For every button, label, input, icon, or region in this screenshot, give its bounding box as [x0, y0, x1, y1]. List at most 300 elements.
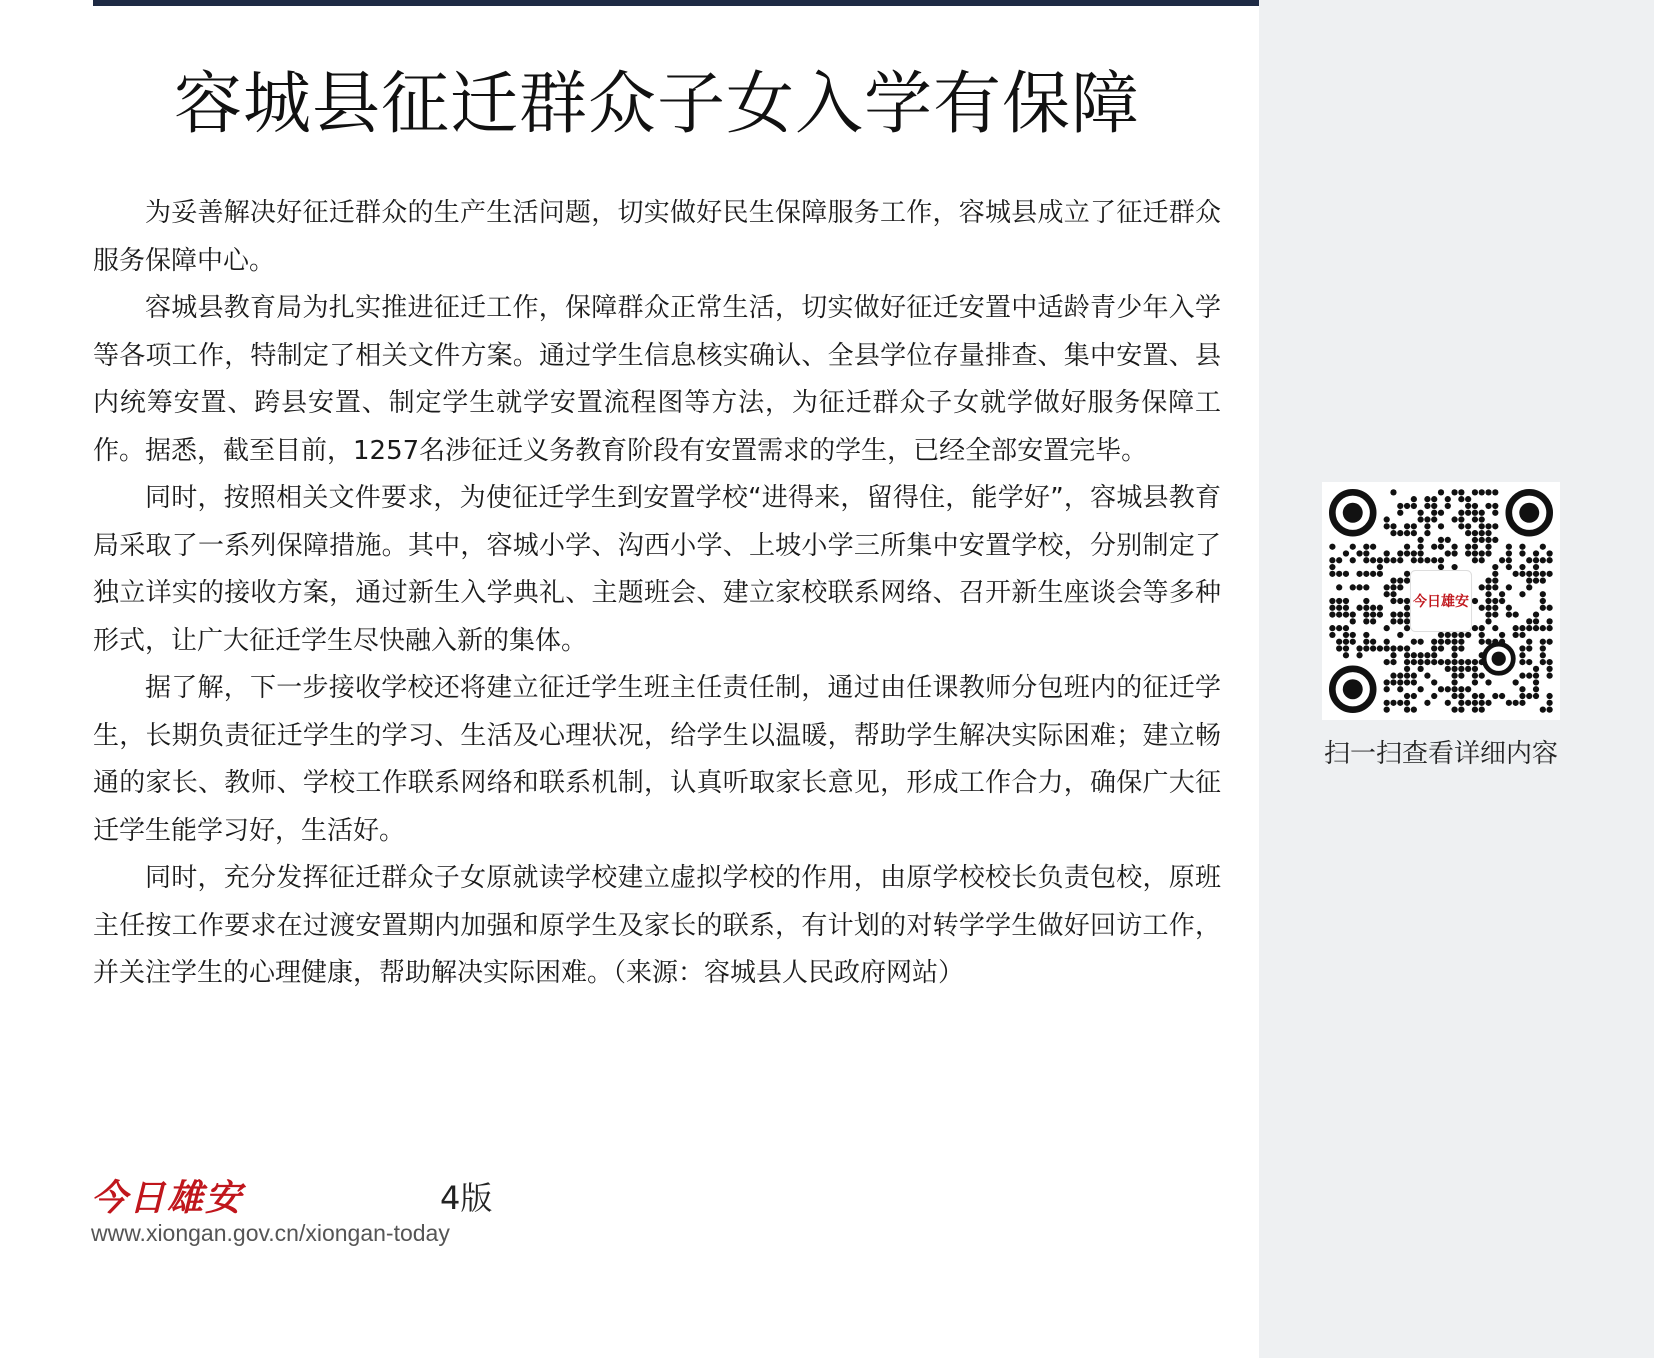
qr-module: [1465, 700, 1471, 706]
qr-module: [1336, 557, 1342, 563]
qr-module: [1479, 632, 1485, 638]
qr-module: [1519, 700, 1525, 706]
qr-module: [1458, 673, 1464, 679]
qr-module: [1485, 530, 1491, 536]
qr-module: [1465, 530, 1471, 536]
qr-module: [1404, 578, 1410, 584]
qr-module: [1519, 645, 1525, 651]
qr-module: [1411, 503, 1417, 509]
qr-module: [1533, 564, 1539, 570]
qr-module: [1465, 510, 1471, 516]
qr-module: [1384, 584, 1390, 590]
qr-module: [1411, 530, 1417, 536]
qr-module: [1404, 652, 1410, 658]
qr-module: [1485, 598, 1491, 604]
edition-label: 4版: [440, 1179, 493, 1217]
qr-module: [1431, 679, 1437, 685]
qr-module: [1451, 686, 1457, 692]
qr-module: [1418, 659, 1424, 665]
qr-module: [1404, 706, 1410, 712]
qr-module: [1384, 679, 1390, 685]
article-paragraph: 为妥善解决好征迁群众的生产生活问题，切实做好民生保障服务工作，容城县成立了征迁群众服务保障中心。: [93, 198, 1221, 276]
qr-module: [1390, 700, 1396, 706]
qr-module: [1451, 564, 1457, 570]
qr-module: [1438, 639, 1444, 645]
qr-module: [1465, 550, 1471, 556]
qr-module: [1390, 673, 1396, 679]
qr-module: [1479, 557, 1485, 563]
qr-module: [1472, 659, 1478, 665]
qr-module: [1390, 611, 1396, 617]
qr-module: [1465, 686, 1471, 692]
qr-module: [1370, 571, 1376, 577]
qr-module: [1384, 659, 1390, 665]
qr-module: [1438, 489, 1444, 495]
qr-module: [1384, 639, 1390, 645]
qr-module: [1445, 496, 1451, 502]
qr-module: [1431, 659, 1437, 665]
qr-module: [1451, 652, 1457, 658]
qr-module: [1438, 645, 1444, 651]
qr-module: [1431, 516, 1437, 522]
qr-module: [1343, 645, 1349, 651]
qr-module: [1384, 625, 1390, 631]
qr-module: [1519, 550, 1525, 556]
qr-module: [1472, 550, 1478, 556]
qr-module: [1411, 523, 1417, 529]
qr-module: [1526, 557, 1532, 563]
qr-module: [1431, 652, 1437, 658]
qr-module: [1390, 578, 1396, 584]
qr-module: [1513, 679, 1519, 685]
article-body: [93, 190, 1221, 998]
qr-module: [1356, 605, 1362, 611]
qr-module: [1350, 639, 1356, 645]
qr-module: [1431, 693, 1437, 699]
qr-module: [1411, 652, 1417, 658]
qr-module: [1363, 584, 1369, 590]
qr-module: [1370, 645, 1376, 651]
qr-module: [1546, 625, 1552, 631]
qr-module: [1404, 571, 1410, 577]
qr-module: [1336, 639, 1342, 645]
qr-module: [1451, 632, 1457, 638]
qr-module: [1533, 693, 1539, 699]
qr-module: [1418, 686, 1424, 692]
qr-module: [1499, 632, 1505, 638]
qr-module: [1479, 516, 1485, 522]
qr-module: [1404, 611, 1410, 617]
qr-module: [1397, 673, 1403, 679]
qr-module: [1492, 584, 1498, 590]
qr-module: [1492, 571, 1498, 577]
qr-module: [1404, 550, 1410, 556]
qr-module: [1479, 537, 1485, 543]
qr-module: [1336, 584, 1342, 590]
qr-module: [1526, 673, 1532, 679]
qr-module: [1533, 686, 1539, 692]
qr-module: [1540, 578, 1546, 584]
qr-module: [1519, 659, 1525, 665]
footer-url[interactable]: www.xiongan.gov.cn/xiongan-today: [91, 1220, 450, 1246]
qr-module: [1438, 544, 1444, 550]
qr-module: [1411, 679, 1417, 685]
qr-module: [1472, 700, 1478, 706]
qr-module: [1438, 510, 1444, 516]
article-headline: 容城县征迁群众子女入学有保障: [173, 65, 1140, 144]
qr-module: [1451, 516, 1457, 522]
qr-module: [1384, 700, 1390, 706]
qr-module: [1533, 666, 1539, 672]
qr-module: [1465, 523, 1471, 529]
qr-module: [1485, 591, 1491, 597]
qr-module: [1526, 693, 1532, 699]
qr-module: [1451, 659, 1457, 665]
qr-module: [1350, 557, 1356, 563]
qr-module: [1499, 693, 1505, 699]
qr-code-icon: [1322, 482, 1560, 720]
qr-module: [1472, 510, 1478, 516]
qr-module: [1363, 550, 1369, 556]
qr-module: [1485, 605, 1491, 611]
qr-module: [1465, 659, 1471, 665]
qr-module: [1479, 530, 1485, 536]
qr-module: [1343, 598, 1349, 604]
qr-module: [1329, 571, 1335, 577]
qr-module: [1390, 645, 1396, 651]
qr-module: [1404, 700, 1410, 706]
qr-module: [1336, 645, 1342, 651]
qr-module: [1384, 686, 1390, 692]
qr-module: [1336, 611, 1342, 617]
qr-module: [1404, 605, 1410, 611]
qr-module: [1540, 639, 1546, 645]
qr-module: [1540, 706, 1546, 712]
qr-finder-top-right-dot: [1519, 503, 1539, 523]
qr-module: [1445, 550, 1451, 556]
qr-module: [1431, 645, 1437, 651]
qr-module: [1472, 503, 1478, 509]
qr-module: [1424, 659, 1430, 665]
qr-module: [1377, 571, 1383, 577]
qr-module: [1438, 537, 1444, 543]
qr-module: [1451, 679, 1457, 685]
qr-module: [1492, 489, 1498, 495]
qr-module: [1492, 693, 1498, 699]
qr-module: [1506, 544, 1512, 550]
qr-module: [1458, 510, 1464, 516]
qr-module: [1356, 645, 1362, 651]
qr-module: [1465, 544, 1471, 550]
qr-module: [1445, 659, 1451, 665]
qr-module: [1384, 557, 1390, 563]
qr-module: [1479, 639, 1485, 645]
qr-module: [1431, 510, 1437, 516]
qr-module: [1431, 496, 1437, 502]
qr-module: [1526, 584, 1532, 590]
qr-finder-bottom-left-dot: [1343, 679, 1363, 699]
qr-module: [1513, 625, 1519, 631]
qr-module: [1506, 584, 1512, 590]
qr-module: [1336, 598, 1342, 604]
qr-module: [1479, 523, 1485, 529]
qr-module: [1526, 578, 1532, 584]
qr-module: [1526, 645, 1532, 651]
qr-module: [1485, 537, 1491, 543]
qr-module: [1546, 557, 1552, 563]
qr-module: [1404, 679, 1410, 685]
qr-module: [1384, 591, 1390, 597]
qr-module: [1411, 557, 1417, 563]
qr-module: [1370, 605, 1376, 611]
qr-module: [1465, 632, 1471, 638]
qr-module: [1397, 618, 1403, 624]
qr-module: [1397, 598, 1403, 604]
qr-module: [1411, 550, 1417, 556]
qr-module: [1479, 584, 1485, 590]
qr-module: [1540, 557, 1546, 563]
qr-module: [1350, 632, 1356, 638]
qr-module: [1451, 489, 1457, 495]
qr-module: [1404, 544, 1410, 550]
qr-center-logo: 今日雄安: [1413, 594, 1469, 610]
qr-module: [1458, 489, 1464, 495]
qr-module: [1384, 645, 1390, 651]
qr-module: [1424, 523, 1430, 529]
qr-module: [1546, 639, 1552, 645]
qr-module: [1343, 639, 1349, 645]
qr-module: [1472, 673, 1478, 679]
qr-module: [1390, 659, 1396, 665]
qr-module: [1445, 503, 1451, 509]
qr-module: [1546, 605, 1552, 611]
qr-module: [1390, 489, 1396, 495]
qr-module: [1492, 564, 1498, 570]
qr-module: [1397, 530, 1403, 536]
qr-module: [1519, 632, 1525, 638]
qr-code[interactable]: [1322, 482, 1560, 720]
qr-module: [1411, 706, 1417, 712]
qr-module: [1370, 611, 1376, 617]
qr-module: [1445, 632, 1451, 638]
qr-module: [1485, 679, 1491, 685]
qr-module: [1479, 605, 1485, 611]
qr-module: [1492, 537, 1498, 543]
qr-module: [1424, 700, 1430, 706]
qr-module: [1390, 598, 1396, 604]
qr-module: [1465, 496, 1471, 502]
qr-module: [1492, 523, 1498, 529]
qr-module: [1384, 550, 1390, 556]
qr-module: [1404, 530, 1410, 536]
qr-module: [1445, 700, 1451, 706]
qr-module: [1546, 706, 1552, 712]
qr-module: [1424, 516, 1430, 522]
qr-module: [1472, 557, 1478, 563]
qr-module: [1472, 537, 1478, 543]
qr-module: [1472, 516, 1478, 522]
qr-module: [1546, 700, 1552, 706]
qr-module: [1397, 503, 1403, 509]
qr-module: [1485, 618, 1491, 624]
qr-module: [1350, 611, 1356, 617]
qr-module: [1458, 632, 1464, 638]
qr-module: [1485, 578, 1491, 584]
qr-module: [1458, 496, 1464, 502]
qr-module: [1479, 489, 1485, 495]
qr-module: [1472, 598, 1478, 604]
qr-module: [1519, 625, 1525, 631]
qr-module: [1363, 611, 1369, 617]
qr-module: [1506, 700, 1512, 706]
qr-module: [1350, 618, 1356, 624]
qr-module: [1506, 564, 1512, 570]
qr-module: [1377, 605, 1383, 611]
qr-caption: 扫一扫查看详细内容: [1323, 739, 1558, 769]
qr-module: [1411, 673, 1417, 679]
qr-module: [1533, 550, 1539, 556]
qr-module: [1418, 666, 1424, 672]
qr-module: [1472, 544, 1478, 550]
qr-module: [1492, 578, 1498, 584]
qr-module: [1526, 639, 1532, 645]
qr-module: [1418, 510, 1424, 516]
qr-module: [1397, 679, 1403, 685]
qr-module: [1384, 706, 1390, 712]
qr-module: [1438, 523, 1444, 529]
qr-module: [1513, 611, 1519, 617]
qr-module: [1397, 557, 1403, 563]
qr-module: [1472, 625, 1478, 631]
qr-module: [1404, 618, 1410, 624]
qr-module: [1506, 605, 1512, 611]
qr-module: [1472, 693, 1478, 699]
qr-module: [1513, 700, 1519, 706]
qr-module: [1485, 550, 1491, 556]
qr-module: [1485, 503, 1491, 509]
qr-module: [1390, 618, 1396, 624]
qr-module: [1404, 693, 1410, 699]
qr-module: [1424, 652, 1430, 658]
qr-module: [1458, 666, 1464, 672]
qr-module: [1485, 523, 1491, 529]
qr-module: [1390, 591, 1396, 597]
qr-module: [1472, 489, 1478, 495]
qr-module: [1438, 659, 1444, 665]
qr-module: [1397, 510, 1403, 516]
qr-module: [1350, 544, 1356, 550]
qr-module: [1424, 496, 1430, 502]
qr-module: [1533, 625, 1539, 631]
qr-module: [1519, 686, 1525, 692]
qr-module: [1356, 550, 1362, 556]
qr-module: [1350, 584, 1356, 590]
qr-module: [1479, 510, 1485, 516]
qr-module: [1506, 550, 1512, 556]
qr-module: [1390, 530, 1396, 536]
qr-module: [1370, 618, 1376, 624]
qr-module: [1472, 706, 1478, 712]
qr-module: [1343, 625, 1349, 631]
qr-module: [1404, 659, 1410, 665]
qr-module: [1485, 611, 1491, 617]
qr-module: [1404, 666, 1410, 672]
qr-module: [1431, 639, 1437, 645]
qr-module: [1397, 550, 1403, 556]
qr-module: [1506, 557, 1512, 563]
qr-module: [1390, 652, 1396, 658]
qr-module: [1479, 693, 1485, 699]
qr-module: [1363, 632, 1369, 638]
qr-module: [1451, 706, 1457, 712]
qr-module: [1431, 544, 1437, 550]
qr-module: [1336, 625, 1342, 631]
qr-module: [1418, 516, 1424, 522]
qr-module: [1411, 496, 1417, 502]
qr-module: [1451, 639, 1457, 645]
qr-module: [1384, 523, 1390, 529]
qr-module: [1458, 659, 1464, 665]
qr-module: [1411, 693, 1417, 699]
qr-module: [1540, 625, 1546, 631]
qr-module: [1404, 673, 1410, 679]
qr-module: [1445, 666, 1451, 672]
qr-module: [1390, 523, 1396, 529]
qr-module: [1519, 571, 1525, 577]
qr-module: [1492, 510, 1498, 516]
qr-module: [1343, 605, 1349, 611]
qr-module: [1492, 605, 1498, 611]
qr-module: [1404, 598, 1410, 604]
qr-module: [1329, 564, 1335, 570]
qr-module: [1485, 489, 1491, 495]
qr-module: [1546, 673, 1552, 679]
qr-module: [1519, 652, 1525, 658]
qr-module: [1479, 706, 1485, 712]
qr-module: [1540, 645, 1546, 651]
qr-module: [1404, 645, 1410, 651]
qr-module: [1397, 632, 1403, 638]
qr-module: [1356, 652, 1362, 658]
qr-module: [1411, 639, 1417, 645]
qr-module: [1329, 611, 1335, 617]
qr-module: [1363, 639, 1369, 645]
qr-module: [1540, 598, 1546, 604]
qr-module: [1418, 544, 1424, 550]
qr-module: [1445, 537, 1451, 543]
qr-module: [1499, 557, 1505, 563]
qr-module: [1506, 611, 1512, 617]
qr-module: [1479, 625, 1485, 631]
qr-module: [1363, 544, 1369, 550]
qr-module: [1411, 659, 1417, 665]
qr-module: [1546, 693, 1552, 699]
qr-module: [1390, 584, 1396, 590]
qr-module: [1363, 618, 1369, 624]
qr-module: [1540, 659, 1546, 665]
qr-module: [1377, 645, 1383, 651]
qr-module: [1329, 605, 1335, 611]
qr-module: [1336, 571, 1342, 577]
qr-module: [1445, 639, 1451, 645]
qr-module: [1404, 503, 1410, 509]
qr-module: [1479, 550, 1485, 556]
qr-module: [1377, 557, 1383, 563]
qr-module: [1397, 645, 1403, 651]
qr-module: [1377, 611, 1383, 617]
qr-module: [1363, 557, 1369, 563]
article-paragraph: 同时，按照相关文件要求，为使征迁学生到安置学校“进得来，留得住，能学好”，容城县教育局采取了一系列保障措施。其中，容城小学、沟西小学、上坡小学三所集中安置学校，分别制定了独立详实的接收方案，通过新生入学典礼、主题班会、建立家校联系网络、召开新生座谈会等多种形式，让广大征迁学生尽快融入新的集体。: [93, 483, 1221, 656]
